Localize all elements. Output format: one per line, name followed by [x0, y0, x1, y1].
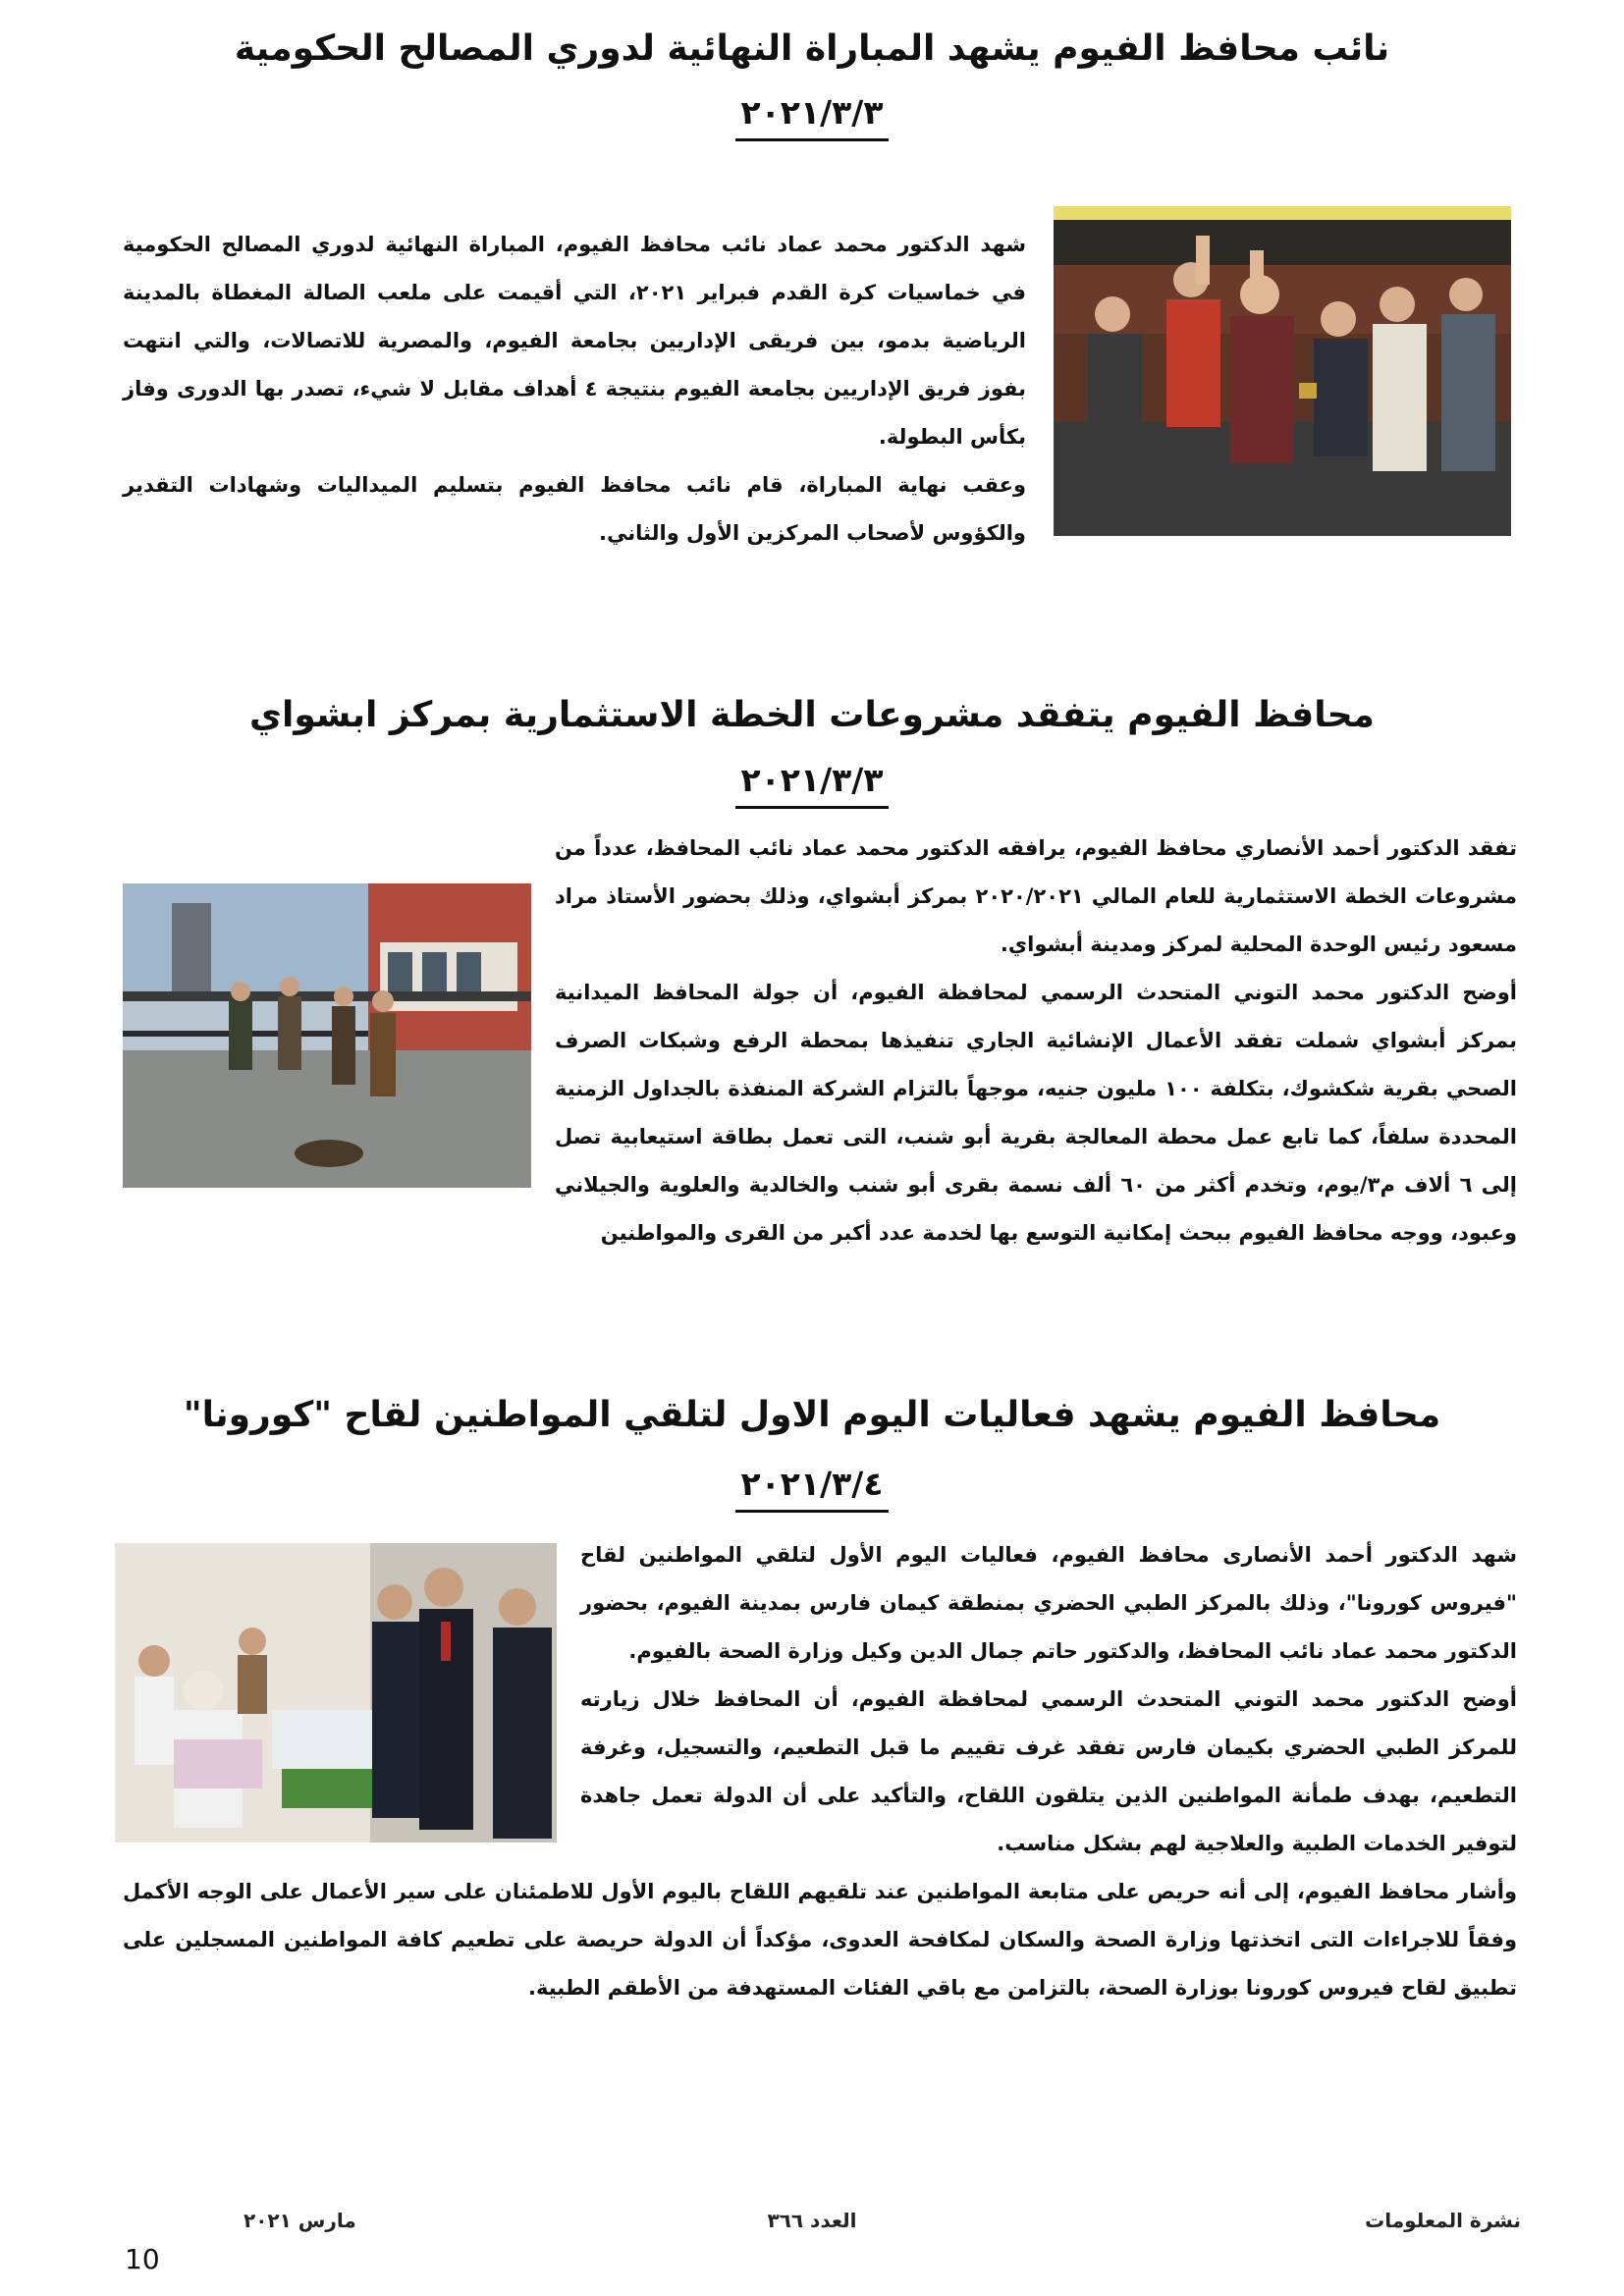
footer-publication: نشرة المعلومات	[1365, 2209, 1521, 2232]
article-3-date-text: ٢٠٢١/٣/٤	[735, 1465, 890, 1513]
article-1-paragraph: شهد الدكتور محمد عماد نائب محافظ الفيوم، المباراة النهائية لدوري المصالح الحكومية في خماسيات كرة القدم فبراير ٢٠٢١، التي أقيمت على ملعب الصالة المغطاة بالمدينة الرياضية بدمو، بين فريقى الإداريين بجامعة الفيوم، والمصرية للاتصالات، والتي انتهت بفوز فريق الإداريين بجامعة الفيوم بنتيجة ٤ أهداف مقابل لا شيء، تصدر بها الدورى وفاز بكأس البطولة.	[123, 233, 1026, 449]
article-3-date	[0, 1465, 1624, 1513]
article-2-paragraph: أوضح الدكتور محمد التوني المتحدث الرسمي لمحافظة الفيوم، أن جولة المحافظ الميدانية بمركز أبشواي شملت تفقد الأعمال الإنشائية الجاري تنفيذها بمحطة الرفع وشبكات الصرف الصحي بقرية شكشوك، بتكلفة ١٠٠ مليون جنيه، موجهاً بالتزام الشركة المنفذة بالجداول الزمنية المحددة سلفاً، كما تابع عمل محطة المعالجة بقرية أبو شنب، التى تعمل بطاقة استيعابية تصل إلى ٦ ألاف م٣/يوم، وتخدم أكثر من ٦٠ ألف نسمة بقرى أبو شنب والخالدية والعلوية والجيلاني وعبود، ووجه محافظ الفيوم ببحث إمكانية التوسع بها لخدمة عدد أكبر من القرى والمواطنين	[555, 981, 1518, 1245]
article-1-date	[0, 93, 1624, 141]
article-3-paragraph: شهد الدكتور أحمد الأنصارى محافظ الفيوم، فعاليات اليوم الأول لتلقي المواطنين لقاح "فيروس كورونا"، وذلك بالمركز الطبي الحضري بمنطقة كيمان فارس بمدينة الفيوم، بحضور الدكتور محمد عماد نائب المحافظ، والدكتور حاتم جمال الدين وكيل وزارة الصحة بالفيوم.	[580, 1543, 1517, 1663]
article-2-body	[123, 825, 1517, 1257]
page-number: 10	[125, 2243, 160, 2275]
article-3-body	[123, 1531, 1517, 2012]
inspection-site-image	[123, 883, 531, 1188]
vaccination-room-image	[115, 1543, 557, 1842]
article-2-photo	[123, 883, 531, 1188]
article-1-body	[123, 221, 1026, 558]
article-3-photo	[115, 1543, 557, 1842]
article-2-date	[0, 761, 1624, 809]
football-celebration-image	[1054, 206, 1511, 536]
footer-month: مارس ٢٠٢١	[244, 2209, 356, 2232]
article-1-photo	[1054, 206, 1511, 536]
article-3-paragraph: أوضح الدكتور محمد التوني المتحدث الرسمي لمحافظة الفيوم، أن المحافظ خلال زيارته للمركز الطبي الحضري بكيمان فارس تفقد غرف تقييم ما قبل التطعيم، والتسجيل، وغرفة التطعيم، بهدف طمأنة المواطنين الذين يتلقون اللقاح، والتأكيد على أن الدولة تعمل جاهدة لتوفير الخدمات الطبية والعلاجية لهم بشكل مناسب.	[580, 1687, 1517, 1855]
article-2-title: محافظ الفيوم يتفقد مشروعات الخطة الاستثمارية بمركز ابشواي	[249, 695, 1375, 735]
article-2-paragraph: تفقد الدكتور أحمد الأنصاري محافظ الفيوم، يرافقه الدكتور محمد عماد نائب المحافظ، عدداً من مشروعات الخطة الاستثمارية للعام المالي ٢٠٢٠/٢٠٢١ بمركز أبشواي، وذلك بحضور الأستاذ مراد مسعود رئيس الوحدة المحلية لمركز ومدينة أبشواي.	[555, 836, 1518, 956]
article-3-title: محافظ الفيوم يشهد فعاليات اليوم الاول لتلقي المواطنين لقاح "كورونا"	[183, 1395, 1441, 1435]
article-1-title: نائب محافظ الفيوم يشهد المباراة النهائية لدوري المصالح الحكومية	[234, 28, 1390, 69]
article-3-paragraph: وأشار محافظ الفيوم، إلى أنه حريص على متابعة المواطنين عند تلقيهم اللقاح باليوم الأول للاطمئنان على سير الأعمال على الوجه الأكمل وفقاً للاجراءات التى اتخذتها وزارة الصحة والسكان لمكافحة العدوى، مؤكداً أن الدولة حريصة على تطعيم كافة المواطنين المسجلين على تطبيق لقاح فيروس كورونا بوزارة الصحة، بالتزامن مع باقي الفئات المستهدفة من الأطقم الطبية.	[123, 1880, 1517, 2000]
footer-issue: العدد ٣٦٦	[767, 2209, 857, 2232]
article-1-paragraph: وعقب نهاية المباراة، قام نائب محافظ الفيوم بتسليم الميداليات وشهادات التقدير والكؤوس لأصحاب المركزين الأول والثاني.	[123, 473, 1026, 545]
article-1-date-text: ٢٠٢١/٣/٣	[735, 93, 890, 141]
article-2-date-text: ٢٠٢١/٣/٣	[735, 761, 890, 809]
